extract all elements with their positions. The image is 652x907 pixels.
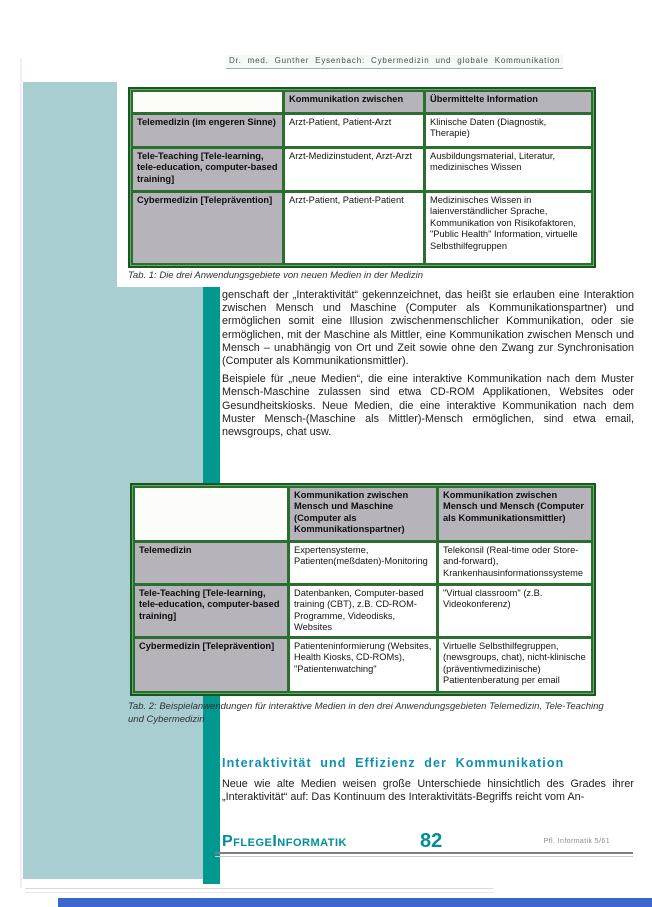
table-2-cell: "Virtual classroom" (z.B. Videokonferenz): [439, 586, 591, 636]
table-1-anwendungsgebiete: [128, 87, 596, 268]
table-2-corner-cell: [135, 488, 287, 540]
table-2-header-mensch-maschine: Kommunikation zwischen Mensch und Maschine (Computer als Kommunikationspartner): [290, 488, 436, 540]
table-2-header-mensch-mensch: Kommunikation zwischen Mensch und Mensch (Computer als Kommunikationsmittler): [439, 488, 591, 540]
table-1-cell: Klinische Daten (Diagnostik, Therapie): [426, 115, 591, 146]
table-1-row-label-cybermedizin: Cybermedizin [Teleprävention]: [133, 193, 282, 263]
table-2-row-label-cybermedizin: Cybermedizin [Teleprävention]: [135, 639, 287, 691]
table-1-caption: Tab. 1: Die drei Anwendungsgebiete von neuen Medien in der Medizin: [128, 270, 424, 281]
running-header: Dr. med. Gunther Eysenbach: Cybermedizin und globale Kommunikation: [226, 55, 563, 69]
table-1-cell: Arzt-Medizinstudent, Arzt-Arzt: [285, 149, 423, 190]
table-2-cell: Datenbanken, Computer-based training (CBT), z.B. CD-ROM-Programme, Videodisks, Websites: [290, 586, 436, 636]
table-1-header-kommunikation: Kommunikation zwischen: [285, 92, 423, 112]
table-1-cell: Ausbildungsmaterial, Literatur, medizinisches Wissen: [426, 149, 591, 190]
footer-journal-name: PflegeInformatik: [222, 833, 347, 850]
body-text-column-2: [222, 778, 634, 809]
table-2-row-label-telemedizin: Telemedizin: [135, 543, 287, 583]
page-left-edge-shadow: [20, 58, 22, 888]
table-1-corner-cell: [133, 92, 282, 112]
body-paragraph-1: genschaft der „Interaktivität“ gekennzeichnet, das heißt sie erlauben eine Interaktion zwischen Mensch und Maschine (Computer als Kommunikationspartner) und ermöglichen somit eine Illusion zwischenmenschlicher Kommunikation, oder sie ermöglichen, mit der Maschine als Mittler, eine Kommunikation zwischen Mensch und Mensch – unabhängig von Ort und Zeit sowie ohne den Zwang zur Synchronisation (Computer als Kommunikationsmittler).: [222, 289, 634, 368]
table-2-cell: Expertensysteme, Patienten(meßdaten)-Monitoring: [290, 543, 436, 583]
table-2-cell: Virtuelle Selbsthilfegruppen, (newsgroups, chat), nicht-klinische (präventivmedizinische) Patientenberatung per email: [439, 639, 591, 691]
table-2-caption: Tab. 2: Beispielanwendungen für interaktive Medien in den drei Anwendungsgebieten Telemedizin, Tele-Teaching und Cybermedizin: [128, 701, 604, 725]
page-bottom-shadow: [25, 888, 493, 893]
bottom-blue-bar: [58, 898, 652, 907]
table-1-row-label-telemedizin: Telemedizin (im engeren Sinne): [133, 115, 282, 146]
table-2-beispielanwendungen: [130, 483, 596, 696]
table-2-cell: Patienteninformierung (Websites, Health Kiosks, CD-ROMs), "Patientenwatching": [290, 639, 436, 691]
table-2-row-label-tele-teaching: Tele-Teaching [Tele-learning, tele-education, computer-based training]: [135, 586, 287, 636]
body-paragraph-3: Neue wie alte Medien weisen große Unterschiede hinsichtlich des Grades ihrer „Interaktivität“ auf: Das Kontinuum des Interaktivitäts-Begriffs reicht vom An-: [222, 778, 634, 804]
body-paragraph-2: Beispiele für „neue Medien“, die eine interaktive Kommunikation nach dem Muster Mensch-Maschine zulassen sind etwa CD-ROM Applikationen, Websites oder Gesundheitskiosks. Neue Medien, die eine interaktive Kommunikation nach dem Muster Mensch-(Maschine als Mittler)-Mensch ermöglichen, sind etwa email, newsgroups, chat usw.: [222, 373, 634, 439]
footer-page-number: 82: [420, 830, 443, 852]
footer-issue-label: Pfl. Informatik 5/61: [543, 838, 610, 845]
table-1-cell: Medizinisches Wissen in laienverständlicher Sprache, Kommunikation von Risikofaktoren, "Public Health" Information, virtuelle Selbsthilfegruppen: [426, 193, 591, 263]
table-1-cell: Arzt-Patient, Patient-Patient: [285, 193, 423, 263]
table-1-header-information: Übermittelte Information: [426, 92, 591, 112]
table-1-cell: Arzt-Patient, Patient-Arzt: [285, 115, 423, 146]
body-text-column: [222, 289, 634, 444]
side-panel-top: [23, 82, 117, 287]
table-2-cell: Telekonsil (Real-time oder Store-and-forward), Krankenhausinformationssysteme: [439, 543, 591, 583]
table-1-row-label-tele-teaching: Tele-Teaching [Tele-learning, tele-education, computer-based training]: [133, 149, 282, 190]
section-heading: Interaktivität und Effizienz der Kommunikation: [222, 756, 565, 770]
